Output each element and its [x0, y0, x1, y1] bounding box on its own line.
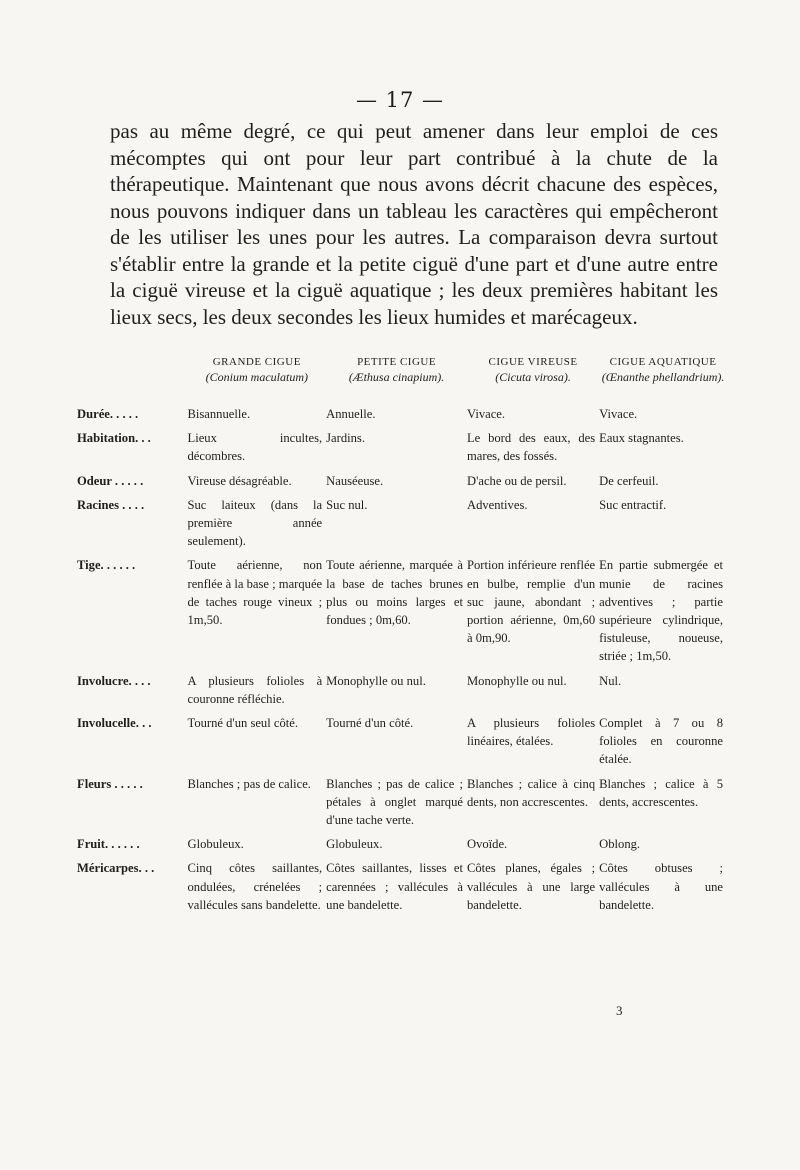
- header-latin: (Æthusa cinapium).: [348, 370, 445, 384]
- table-cell: Blanches ; calice à 5 dents, accrescentes.: [599, 776, 723, 809]
- table-row: [77, 672, 727, 714]
- row-label: Involucre. . . .: [77, 673, 151, 688]
- intro-paragraph: [110, 118, 718, 330]
- header-grande-cigue: [188, 355, 327, 405]
- table-cell: Cinq côtes saillantes, ondulées, crénelées ; vallécules sans bandelette.: [187, 861, 323, 912]
- table-cell: En partie submergée et munie de racines adventives ; partie supérieure cylindrique, fistuleuse, noueuse, striée ; 1m,50.: [599, 558, 723, 664]
- table-row: [77, 472, 727, 496]
- row-label: Méricarpes. . .: [77, 861, 155, 876]
- page-number: — 17 —: [355, 88, 445, 112]
- table-cell: Adventives.: [466, 497, 528, 512]
- header-name: GRANDE CIGUE: [212, 356, 301, 368]
- table-cell: Lieux incultes, décombres.: [187, 431, 323, 464]
- table-cell: Toute aérienne, marquée à la base de taches brunes plus ou moins larges et fondues ; 0m,60.: [326, 558, 463, 628]
- header-petite-cigue: [326, 355, 467, 405]
- table-row: [77, 429, 727, 471]
- row-label: Odeur . . . . .: [77, 473, 144, 488]
- header-latin: (Conium maculatum): [205, 370, 308, 384]
- table-row: [77, 859, 727, 920]
- header-latin: (Cicuta virosa).: [495, 370, 571, 384]
- table-cell: Monophylle ou nul.: [326, 673, 426, 688]
- table-cell: Côtes obtuses ; vallécules à une bandelette.: [599, 861, 723, 912]
- table-cell: Annuelle.: [326, 407, 376, 421]
- table-row: [77, 714, 727, 775]
- table-cell: Toute aérienne, non renflée à la base ; marquée de taches rouge vineux ; 1m,50.: [187, 558, 323, 628]
- table-cell: Suc entractif.: [599, 497, 667, 512]
- header-empty: [77, 355, 188, 405]
- table-row: [77, 405, 727, 429]
- table-cell: Vivace.: [466, 407, 506, 421]
- table-cell: Tourné d'un seul côté.: [187, 716, 299, 731]
- header-name: CIGUE VIREUSE: [488, 356, 578, 368]
- table-cell: Suc laiteux (dans la première année seulement).: [187, 497, 323, 549]
- row-label: Racines . . . .: [77, 497, 145, 512]
- row-label: Fleurs . . . . .: [77, 776, 143, 791]
- table-cell: Ovoïde.: [466, 837, 508, 852]
- table-cell: Vivace.: [599, 407, 638, 421]
- table-cell: Oblong.: [599, 837, 641, 852]
- table-cell: Côtes saillantes, lisses et carennées ; vallécules à une bandelette.: [326, 861, 463, 912]
- table-cell: De cerfeuil.: [599, 473, 659, 488]
- table-cell: Tourné d'un côté.: [326, 716, 414, 731]
- header-name: PETITE CIGUE: [357, 356, 437, 368]
- row-label: Involucelle. . .: [77, 716, 152, 731]
- table-header-row: [77, 355, 727, 405]
- header-cigue-vireuse: [467, 355, 599, 405]
- table-cell: Suc nul.: [326, 497, 368, 512]
- row-label: Fruit. . . . . .: [77, 837, 140, 852]
- table-row: [77, 556, 727, 671]
- table-cell: Portion inférieure renflée en bulbe, remplie d'un suc jaune, abondant ; portion aérienne, 0m,60 à 0m,90.: [466, 558, 596, 646]
- table-cell: Le bord des eaux, des mares, des fossés.: [466, 431, 596, 464]
- table-cell: Eaux stagnantes.: [599, 431, 684, 446]
- table-cell: Jardins.: [326, 431, 365, 446]
- table-cell: Nauséeuse.: [326, 473, 384, 488]
- table-cell: Blanches ; pas de calice ; pétales à onglet marqué d'une tache verte.: [326, 776, 463, 828]
- table-row: [77, 496, 727, 557]
- comparison-table: [77, 355, 727, 920]
- table-cell: Complet à 7 ou 8 folioles en couronne étalée.: [599, 716, 723, 767]
- table-cell: Côtes planes, égales ; vallécules à une large bandelette.: [466, 861, 596, 912]
- table-row: [77, 775, 727, 836]
- signature-mark: 3: [616, 1003, 623, 1018]
- header-cigue-aquatique: [599, 355, 727, 405]
- row-label: Tige. . . . . .: [77, 558, 136, 573]
- table-cell: A plusieurs folioles à couronne réfléchie.: [187, 673, 323, 706]
- table-cell: Globuleux.: [326, 837, 383, 852]
- intro-text: pas au même degré, ce qui peut amener dans leur emploi de ces mécomptes qui ont pour leur part contribué à la chute de la thérapeutique. Maintenant que nous avons décrit chacune des espèces, nous pouvons indiquer dans un tableau les caractères qui empêcheront de les utiliser les unes pour les autres. La comparaison devra surtout s'établir entre la grande et la petite ciguë d'une part et d'une autre entre la ciguë vireuse et la ciguë aquatique ; les deux premières habitant les lieux secs, les deux secondes les lieux humides et marécageux.: [110, 119, 718, 329]
- table-cell: Vireuse désagréable.: [187, 473, 292, 488]
- table-cell: Nul.: [599, 673, 622, 688]
- table-cell: A plusieurs folioles linéaires, étalées.: [466, 716, 596, 749]
- row-label: Habitation. . .: [77, 431, 151, 446]
- table-cell: Bisannuelle.: [187, 407, 251, 421]
- table-cell: Monophylle ou nul.: [466, 673, 567, 688]
- table-cell: Blanches ; calice à cinq dents, non accrescentes.: [466, 776, 596, 809]
- table-cell: D'ache ou de persil.: [466, 473, 567, 488]
- table-cell: Blanches ; pas de calice.: [187, 776, 311, 791]
- table-row: [77, 835, 727, 859]
- table-cell: Globuleux.: [187, 837, 244, 852]
- header-latin: (Œnanthe phellandrium).: [601, 370, 725, 384]
- table-body: [77, 405, 727, 920]
- header-name: CIGUE AQUATIQUE: [609, 356, 717, 368]
- row-label: Durée. . . . .: [77, 407, 139, 421]
